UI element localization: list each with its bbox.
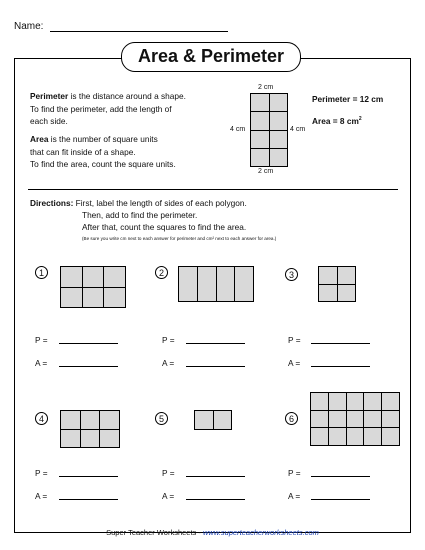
- name-label: Name:: [14, 21, 44, 32]
- problem-5-shape: [194, 410, 232, 430]
- problem-1-shape: [60, 266, 126, 308]
- footer-text: Super Teacher Worksheets -: [106, 528, 203, 537]
- name-field[interactable]: [50, 31, 228, 32]
- problem-5-a-label: A =: [162, 491, 175, 501]
- section-divider: [28, 189, 398, 190]
- problem-2-a-label: A =: [162, 358, 175, 368]
- example-perimeter-answer: Perimeter = 12 cm: [312, 94, 384, 104]
- problem-2-shape: [178, 266, 254, 302]
- area-definition: [30, 133, 240, 171]
- area-term: Area: [30, 134, 49, 144]
- problem-2-p-label: P =: [162, 335, 175, 345]
- problem-2-area-answer[interactable]: [186, 366, 245, 367]
- perimeter-term: Perimeter: [30, 91, 69, 101]
- perimeter-text-2: To find the perimeter, add the length of: [30, 103, 172, 114]
- problem-6-p-label: P =: [288, 468, 301, 478]
- problem-1-perimeter-answer[interactable]: [59, 343, 118, 344]
- directions-label: Directions:: [30, 198, 74, 208]
- directions-line-2: Then, add to find the perimeter.: [82, 210, 198, 220]
- problem-5-perimeter-answer[interactable]: [186, 476, 245, 477]
- directions-text-1: First, label the length of sides of each polygon.: [73, 198, 247, 208]
- perimeter-text-1: is the distance around a shape.: [68, 91, 186, 101]
- problem-3-number: 3: [285, 268, 298, 281]
- example-shape: [250, 93, 288, 167]
- area-text-3: To find the area, count the square units.: [30, 159, 176, 169]
- directions-note: (Be sure you write cm next to each answer for perimeter and cm² next to each answer for area.): [82, 236, 277, 241]
- problem-4-number: 4: [35, 412, 48, 425]
- problem-4-a-label: A =: [35, 491, 48, 501]
- problem-3-p-label: P =: [288, 335, 301, 345]
- problem-2-number: 2: [155, 266, 168, 279]
- problem-5-area-answer[interactable]: [186, 499, 245, 500]
- problem-4-shape: [60, 410, 120, 448]
- area-text-2: that can fit inside of a shape.: [30, 146, 136, 157]
- problem-6-shape: [310, 392, 400, 446]
- problem-4-area-answer[interactable]: [59, 499, 118, 500]
- problem-3-area-answer[interactable]: [311, 366, 370, 367]
- problem-3-perimeter-answer[interactable]: [311, 343, 370, 344]
- example-area-text: Area = 8 cm: [312, 116, 359, 126]
- problem-1-area-answer[interactable]: [59, 366, 118, 367]
- problem-1-number: 1: [35, 266, 48, 279]
- problem-6-a-label: A =: [288, 491, 301, 501]
- problem-3-shape: [318, 266, 356, 302]
- problem-5-number: 5: [155, 412, 168, 425]
- problem-1-a-label: A =: [35, 358, 48, 368]
- problem-6-number: 6: [285, 412, 298, 425]
- perimeter-text-3: each side.: [30, 116, 68, 126]
- problem-6-area-answer[interactable]: [311, 499, 370, 500]
- footer: [0, 528, 425, 537]
- directions-line-1: [30, 197, 247, 209]
- problem-4-p-label: P =: [35, 468, 48, 478]
- problem-5-p-label: P =: [162, 468, 175, 478]
- problem-2-perimeter-answer[interactable]: [186, 343, 245, 344]
- example-bottom-label: 2 cm: [258, 168, 274, 175]
- example-area-answer: [312, 116, 362, 126]
- example-left-label: 4 cm: [230, 126, 246, 133]
- example-area-exponent: 2: [358, 116, 362, 123]
- problem-6-perimeter-answer[interactable]: [311, 476, 370, 477]
- problem-1-p-label: P =: [35, 335, 48, 345]
- perimeter-definition: [30, 90, 240, 128]
- problem-3-a-label: A =: [288, 358, 301, 368]
- example-right-label: 4 cm: [290, 126, 306, 133]
- directions-line-3: After that, count the squares to find the area.: [82, 222, 247, 232]
- footer-url[interactable]: www.superteacherworksheets.com: [202, 528, 319, 537]
- problem-4-perimeter-answer[interactable]: [59, 476, 118, 477]
- area-text-1: is the number of square units: [48, 134, 158, 144]
- worksheet-title: Area & Perimeter: [121, 42, 301, 72]
- example-top-label: 2 cm: [258, 84, 274, 91]
